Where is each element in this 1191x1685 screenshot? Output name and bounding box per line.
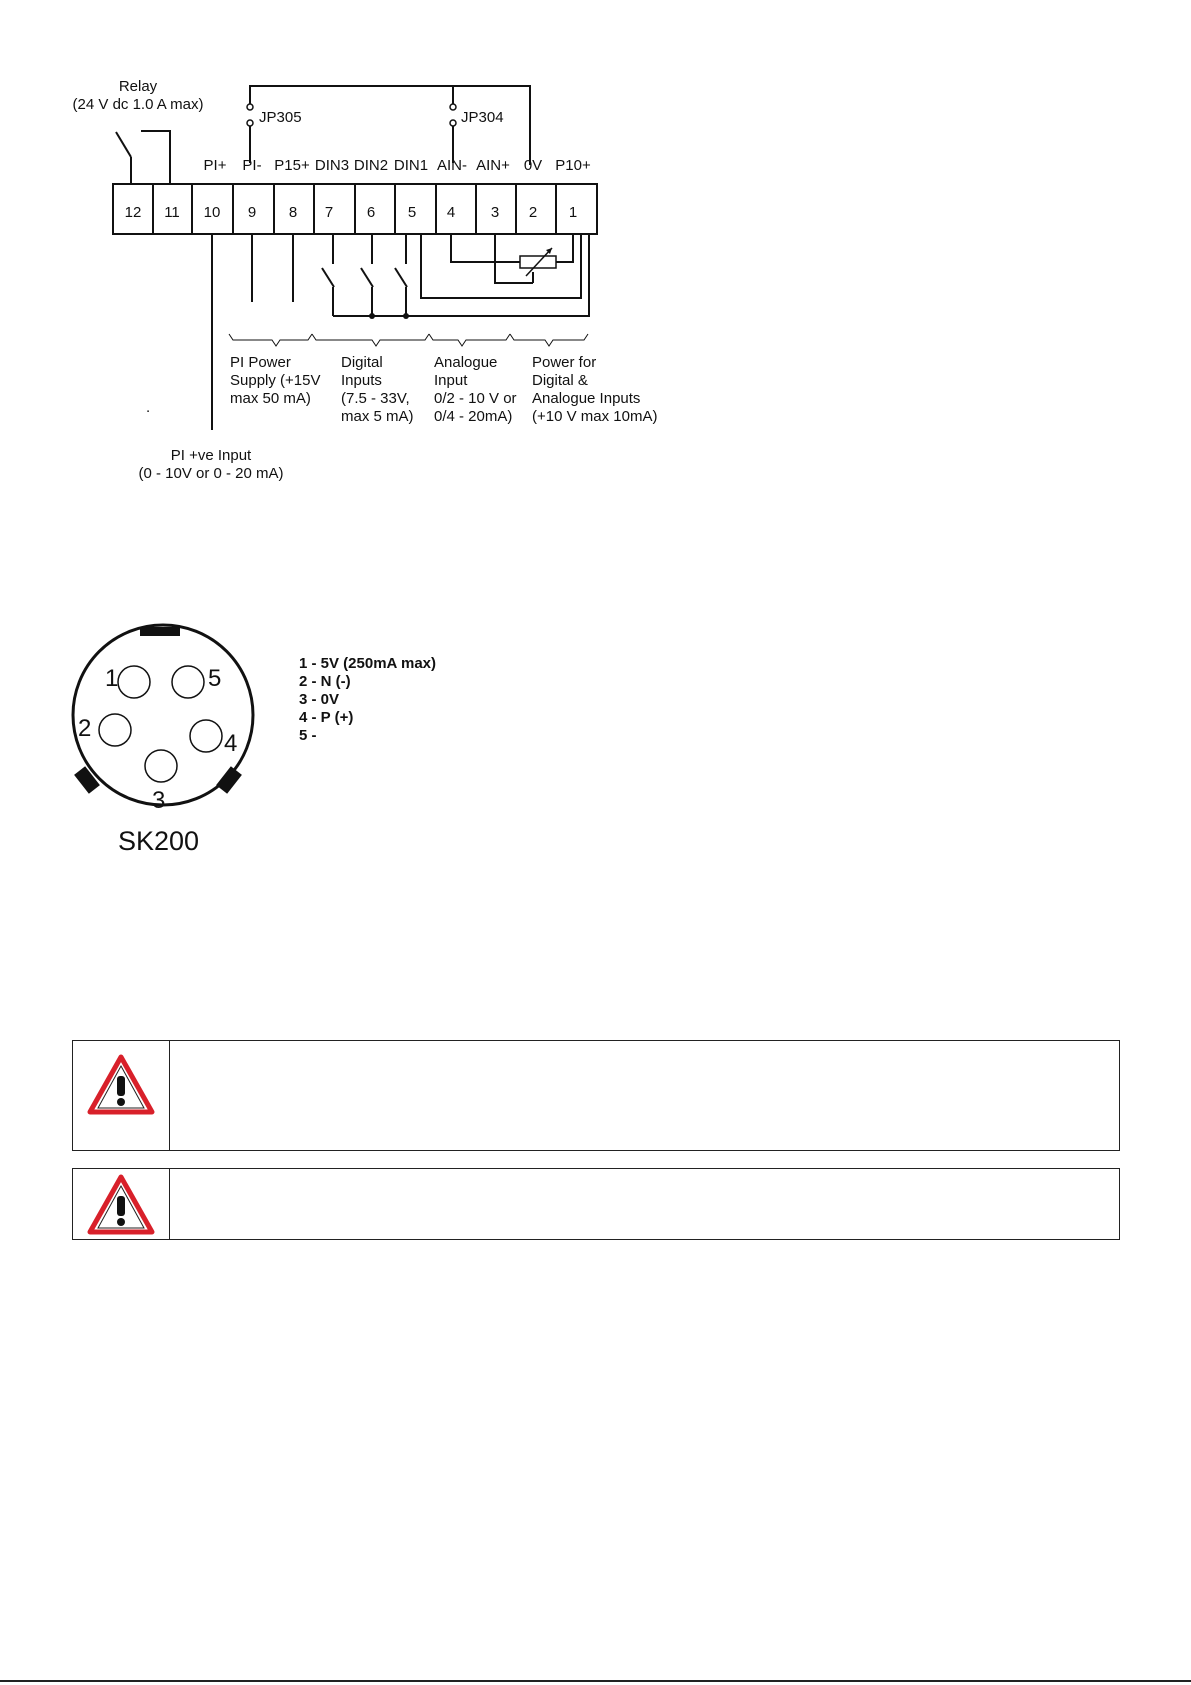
signal-label: AIN+ — [476, 157, 510, 174]
svg-text:Digital: Digital — [341, 354, 383, 371]
legend-item: 4 - P (+) — [299, 709, 354, 726]
page-footer-rule — [0, 1680, 1191, 1682]
pi-input-range: (0 - 10V or 0 - 20 mA) — [138, 465, 284, 482]
connector-legend — [299, 655, 436, 744]
connector-pin-label: 4 — [224, 730, 238, 757]
svg-text:(+10 V max 10mA): (+10 V max 10mA) — [532, 408, 658, 425]
signal-label: 0V — [523, 157, 543, 174]
terminal-number: 10 — [203, 204, 221, 221]
signal-label: DIN2 — [353, 157, 389, 174]
group-analogue-input — [434, 354, 517, 425]
warning-triangle-icon — [87, 1054, 155, 1116]
warning-box — [72, 1168, 1120, 1240]
connector-pin-label: 5 — [208, 665, 222, 692]
signal-label: DIN3 — [314, 157, 350, 174]
group-power-inputs — [532, 354, 657, 425]
warning-triangle-icon — [87, 1174, 155, 1236]
svg-text:Inputs: Inputs — [341, 372, 382, 389]
terminal-number: 5 — [407, 204, 417, 221]
svg-text:Analogue: Analogue — [434, 354, 498, 371]
relay-contacts — [116, 131, 170, 184]
jumper-jp304: JP304 — [461, 109, 504, 126]
group-digital-inputs — [341, 354, 414, 425]
svg-text:(7.5 - 33V,: (7.5 - 33V, — [341, 390, 410, 407]
terminal-number: 8 — [288, 204, 298, 221]
signal-label: P10+ — [555, 157, 591, 174]
signal-label: AIN- — [437, 157, 467, 174]
potentiometer — [520, 248, 556, 276]
terminal-number: 11 — [164, 204, 180, 221]
connector-pin-label: 3 — [152, 787, 166, 814]
connector-pin-label: 1 — [105, 665, 119, 692]
terminal-number: 1 — [568, 204, 578, 221]
signal-label: PI- — [242, 157, 262, 174]
svg-text:Digital &: Digital & — [532, 372, 588, 389]
legend-item: 5 - — [299, 727, 317, 744]
connector-name: SK200 — [118, 826, 200, 856]
signal-label: DIN1 — [393, 157, 429, 174]
legend-item: 1 - 5V (250mA max) — [299, 655, 437, 672]
signal-label: PI+ — [203, 157, 227, 174]
terminal-number: 6 — [366, 204, 376, 221]
svg-text:Power for: Power for — [532, 354, 597, 371]
svg-text:max 5 mA): max 5 mA) — [341, 408, 414, 425]
terminal-number: 4 — [446, 204, 456, 221]
legend-item: 2 - N (-) — [299, 673, 351, 690]
warning-box — [72, 1040, 1120, 1151]
svg-text:max 50 mA): max 50 mA) — [230, 390, 311, 407]
terminal-number: 2 — [528, 204, 538, 221]
pi-input-title: PI +ve Input — [170, 447, 252, 464]
jumper-jp305: JP305 — [259, 109, 302, 126]
legend-item: 3 - 0V — [299, 691, 340, 708]
svg-text:0/2 - 10 V or: 0/2 - 10 V or — [434, 390, 517, 407]
connector-pin-label: 2 — [78, 715, 92, 742]
relay-title: Relay — [118, 78, 158, 95]
terminal-number: 3 — [490, 204, 500, 221]
terminal-block — [113, 184, 597, 234]
sk200-connector — [73, 625, 253, 856]
svg-text:PI Power: PI Power — [230, 354, 291, 371]
svg-text:Analogue Inputs: Analogue Inputs — [532, 390, 641, 407]
group-pi-power — [230, 354, 320, 407]
svg-text:Supply (+15V: Supply (+15V — [230, 372, 321, 389]
terminal-number: 9 — [247, 204, 257, 221]
signal-label: P15+ — [274, 157, 310, 174]
svg-text:Input: Input — [434, 372, 468, 389]
group-braces — [229, 334, 588, 346]
terminal-number: 7 — [324, 204, 334, 221]
signal-labels — [204, 157, 591, 174]
terminal-number: 12 — [124, 204, 142, 221]
stray-mark: . — [146, 399, 151, 416]
svg-text:0/4 - 20mA): 0/4 - 20mA) — [434, 408, 513, 425]
relay-rating: (24 V dc 1.0 A max) — [72, 96, 204, 113]
